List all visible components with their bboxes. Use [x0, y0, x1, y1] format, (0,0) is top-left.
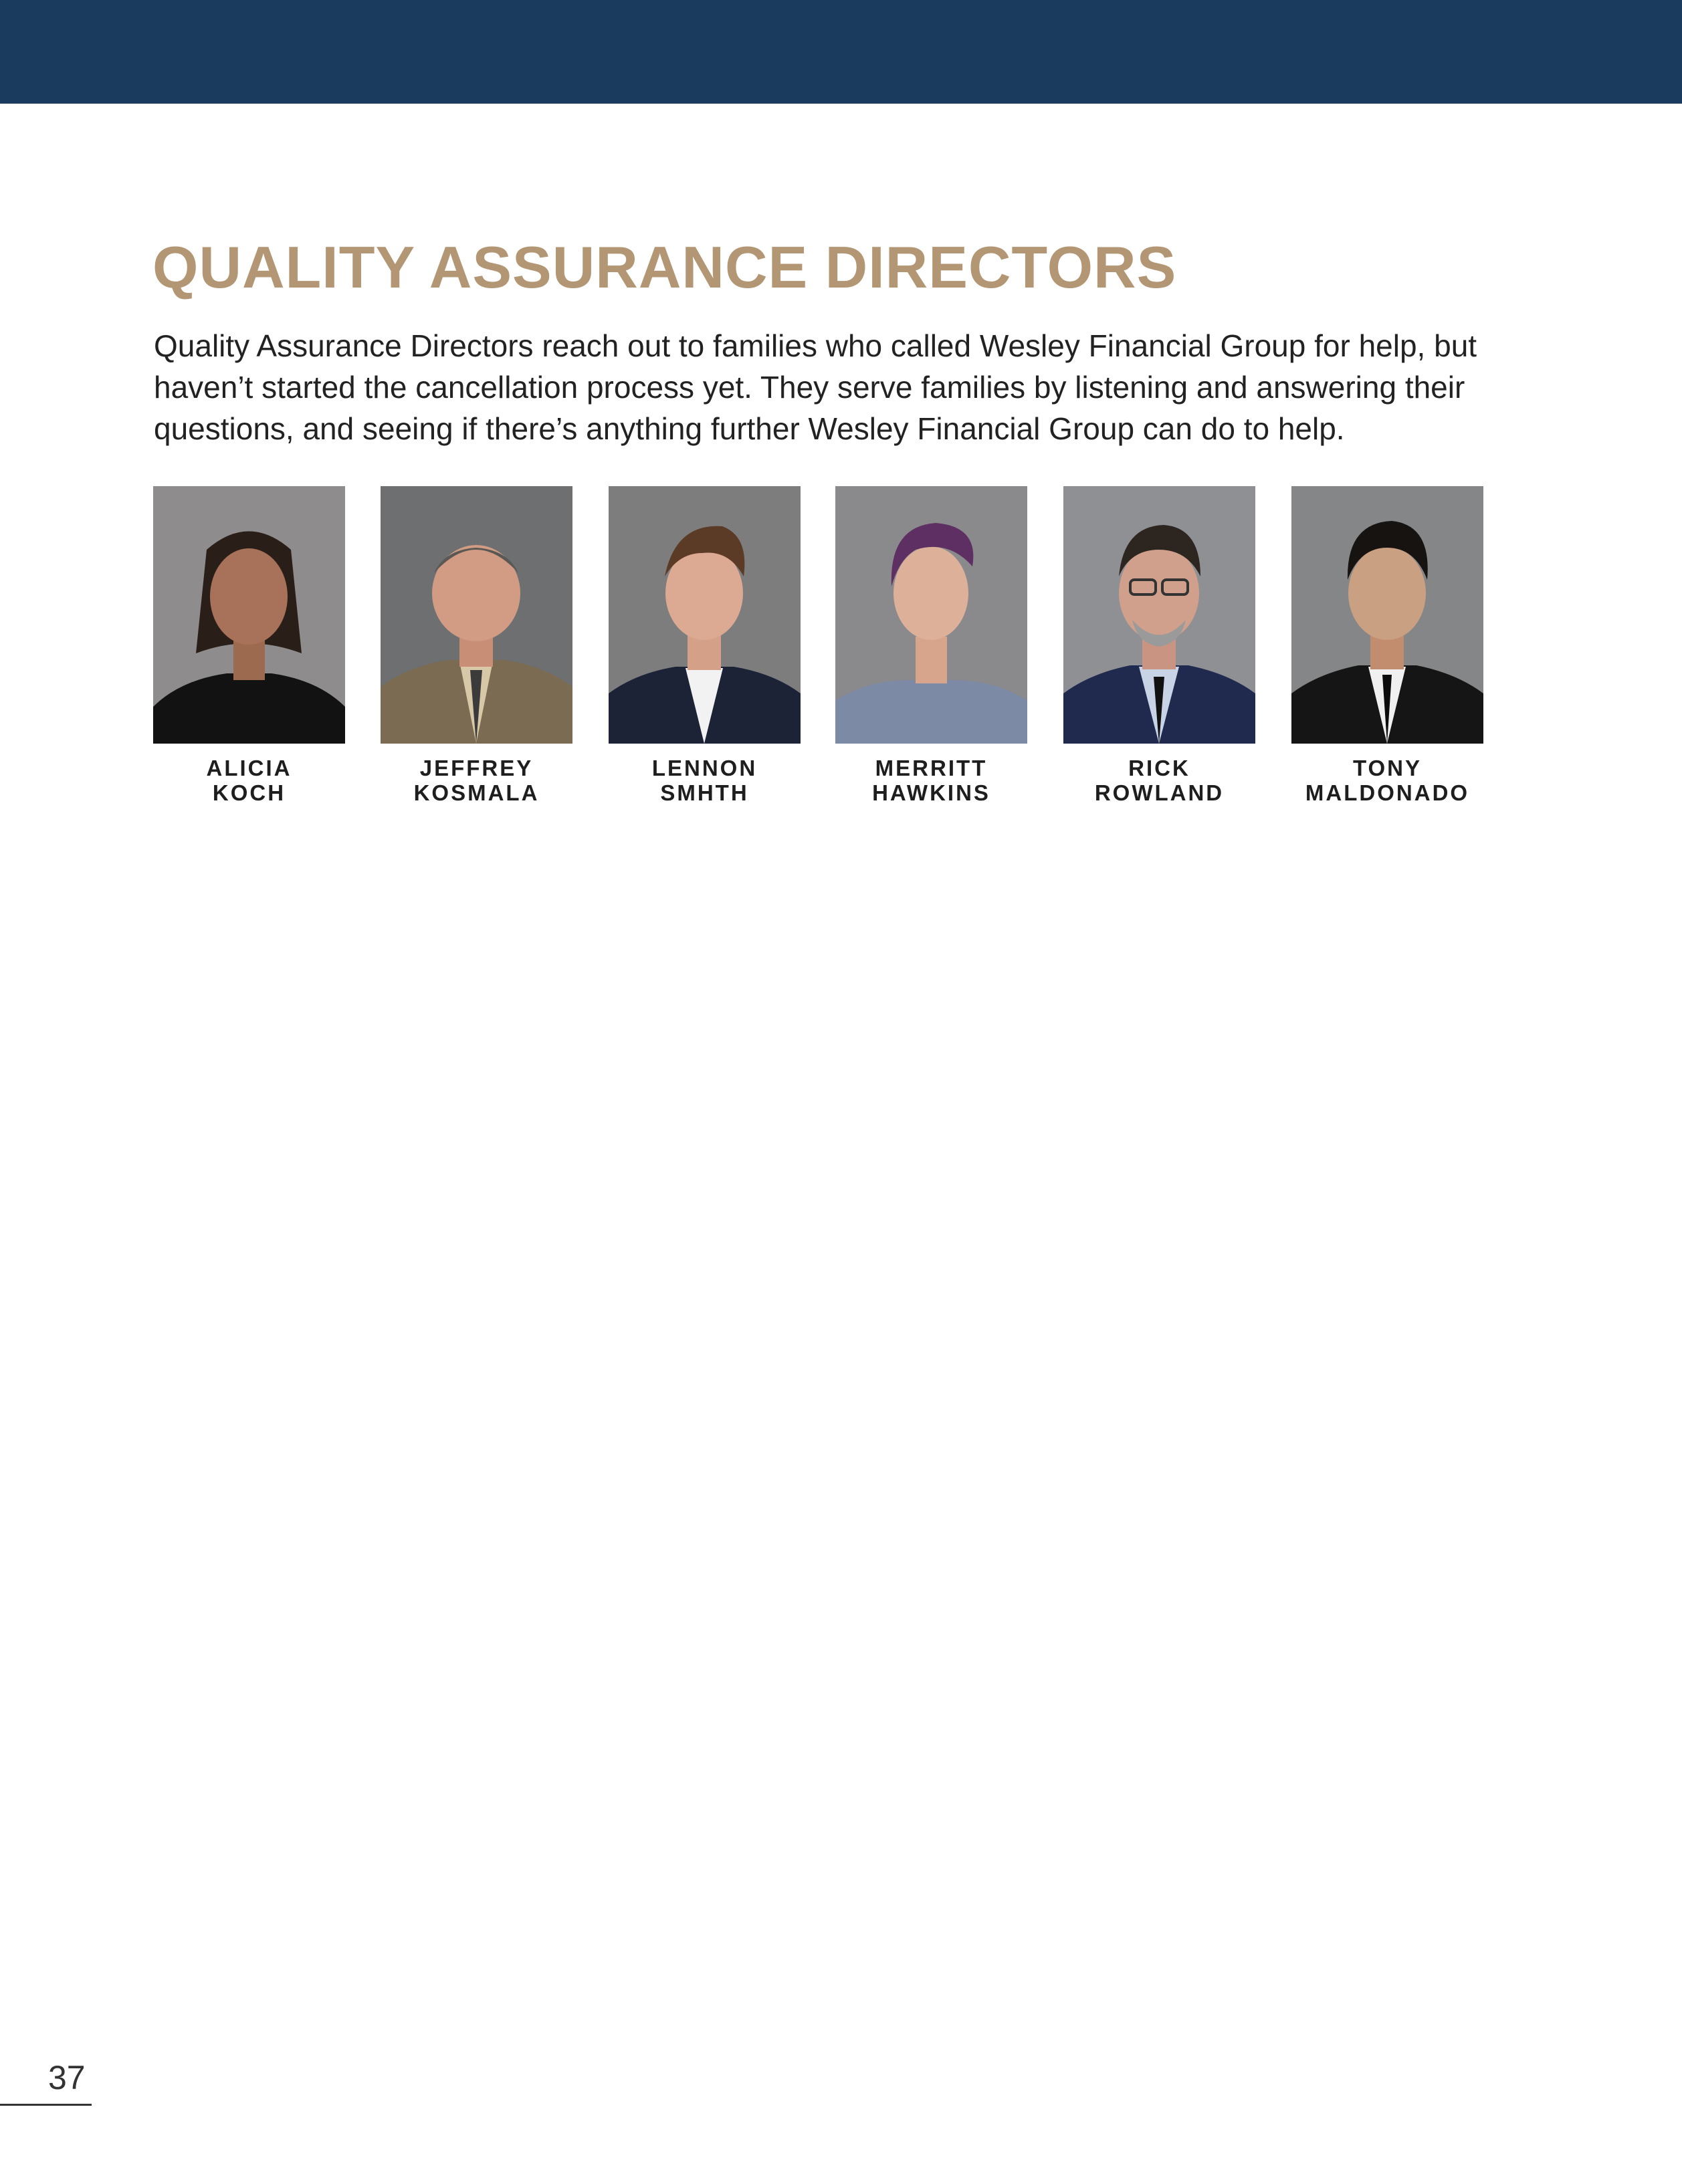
member-first-name: ALICIA — [206, 756, 292, 780]
team-member-alicia-koch — [153, 486, 345, 805]
portrait-placeholder-icon — [609, 486, 801, 744]
page-number: 37 — [48, 2059, 86, 2096]
member-last-name: HAWKINS — [872, 780, 990, 805]
page-number-rule — [0, 2104, 92, 2106]
member-first-name: MERRITT — [875, 756, 988, 780]
portrait-photo — [153, 486, 345, 744]
member-first-name: JEFFREY — [419, 756, 534, 780]
portrait-photo — [1291, 486, 1483, 744]
team-gallery — [153, 486, 1491, 821]
header-bar — [0, 0, 1682, 104]
team-member-lennon-smhth — [609, 486, 801, 805]
portrait-placeholder-icon — [835, 486, 1027, 744]
team-member-rick-rowland — [1063, 486, 1255, 805]
team-member-merritt-hawkins — [835, 486, 1027, 805]
intro-paragraph: Quality Assurance Directors reach out to families who called Wesley Financial Group for help, but haven’t started the cancellation process yet. They serve families by listening and answering their questions, and seeing if there’s anything further Wesley Financial Group can do to help. — [154, 328, 1477, 446]
member-first-name: LENNON — [651, 756, 758, 780]
page-title: QUALITY ASSURANCE DIRECTORS — [152, 234, 1177, 300]
member-name — [609, 756, 801, 805]
member-name — [1063, 756, 1255, 805]
portrait-photo — [381, 486, 572, 744]
member-name — [1291, 756, 1483, 805]
team-member-jeffrey-kosmala — [381, 486, 572, 805]
portrait-placeholder-icon — [381, 486, 572, 744]
member-first-name: RICK — [1128, 756, 1190, 780]
member-last-name: MALDONADO — [1305, 780, 1470, 805]
member-last-name: KOCH — [212, 780, 286, 805]
portrait-photo — [1063, 486, 1255, 744]
member-first-name: TONY — [1352, 756, 1423, 780]
portrait-photo — [835, 486, 1027, 744]
portrait-placeholder-icon — [153, 486, 345, 744]
member-last-name: ROWLAND — [1094, 780, 1225, 805]
member-last-name: KOSMALA — [413, 780, 540, 805]
portrait-placeholder-icon — [1291, 486, 1483, 744]
member-name — [153, 756, 345, 805]
member-name — [835, 756, 1027, 805]
member-name — [381, 756, 572, 805]
portrait-photo — [609, 486, 801, 744]
team-member-tony-maldonado — [1291, 486, 1483, 805]
member-last-name: SMHTH — [660, 780, 749, 805]
portrait-placeholder-icon — [1063, 486, 1255, 744]
